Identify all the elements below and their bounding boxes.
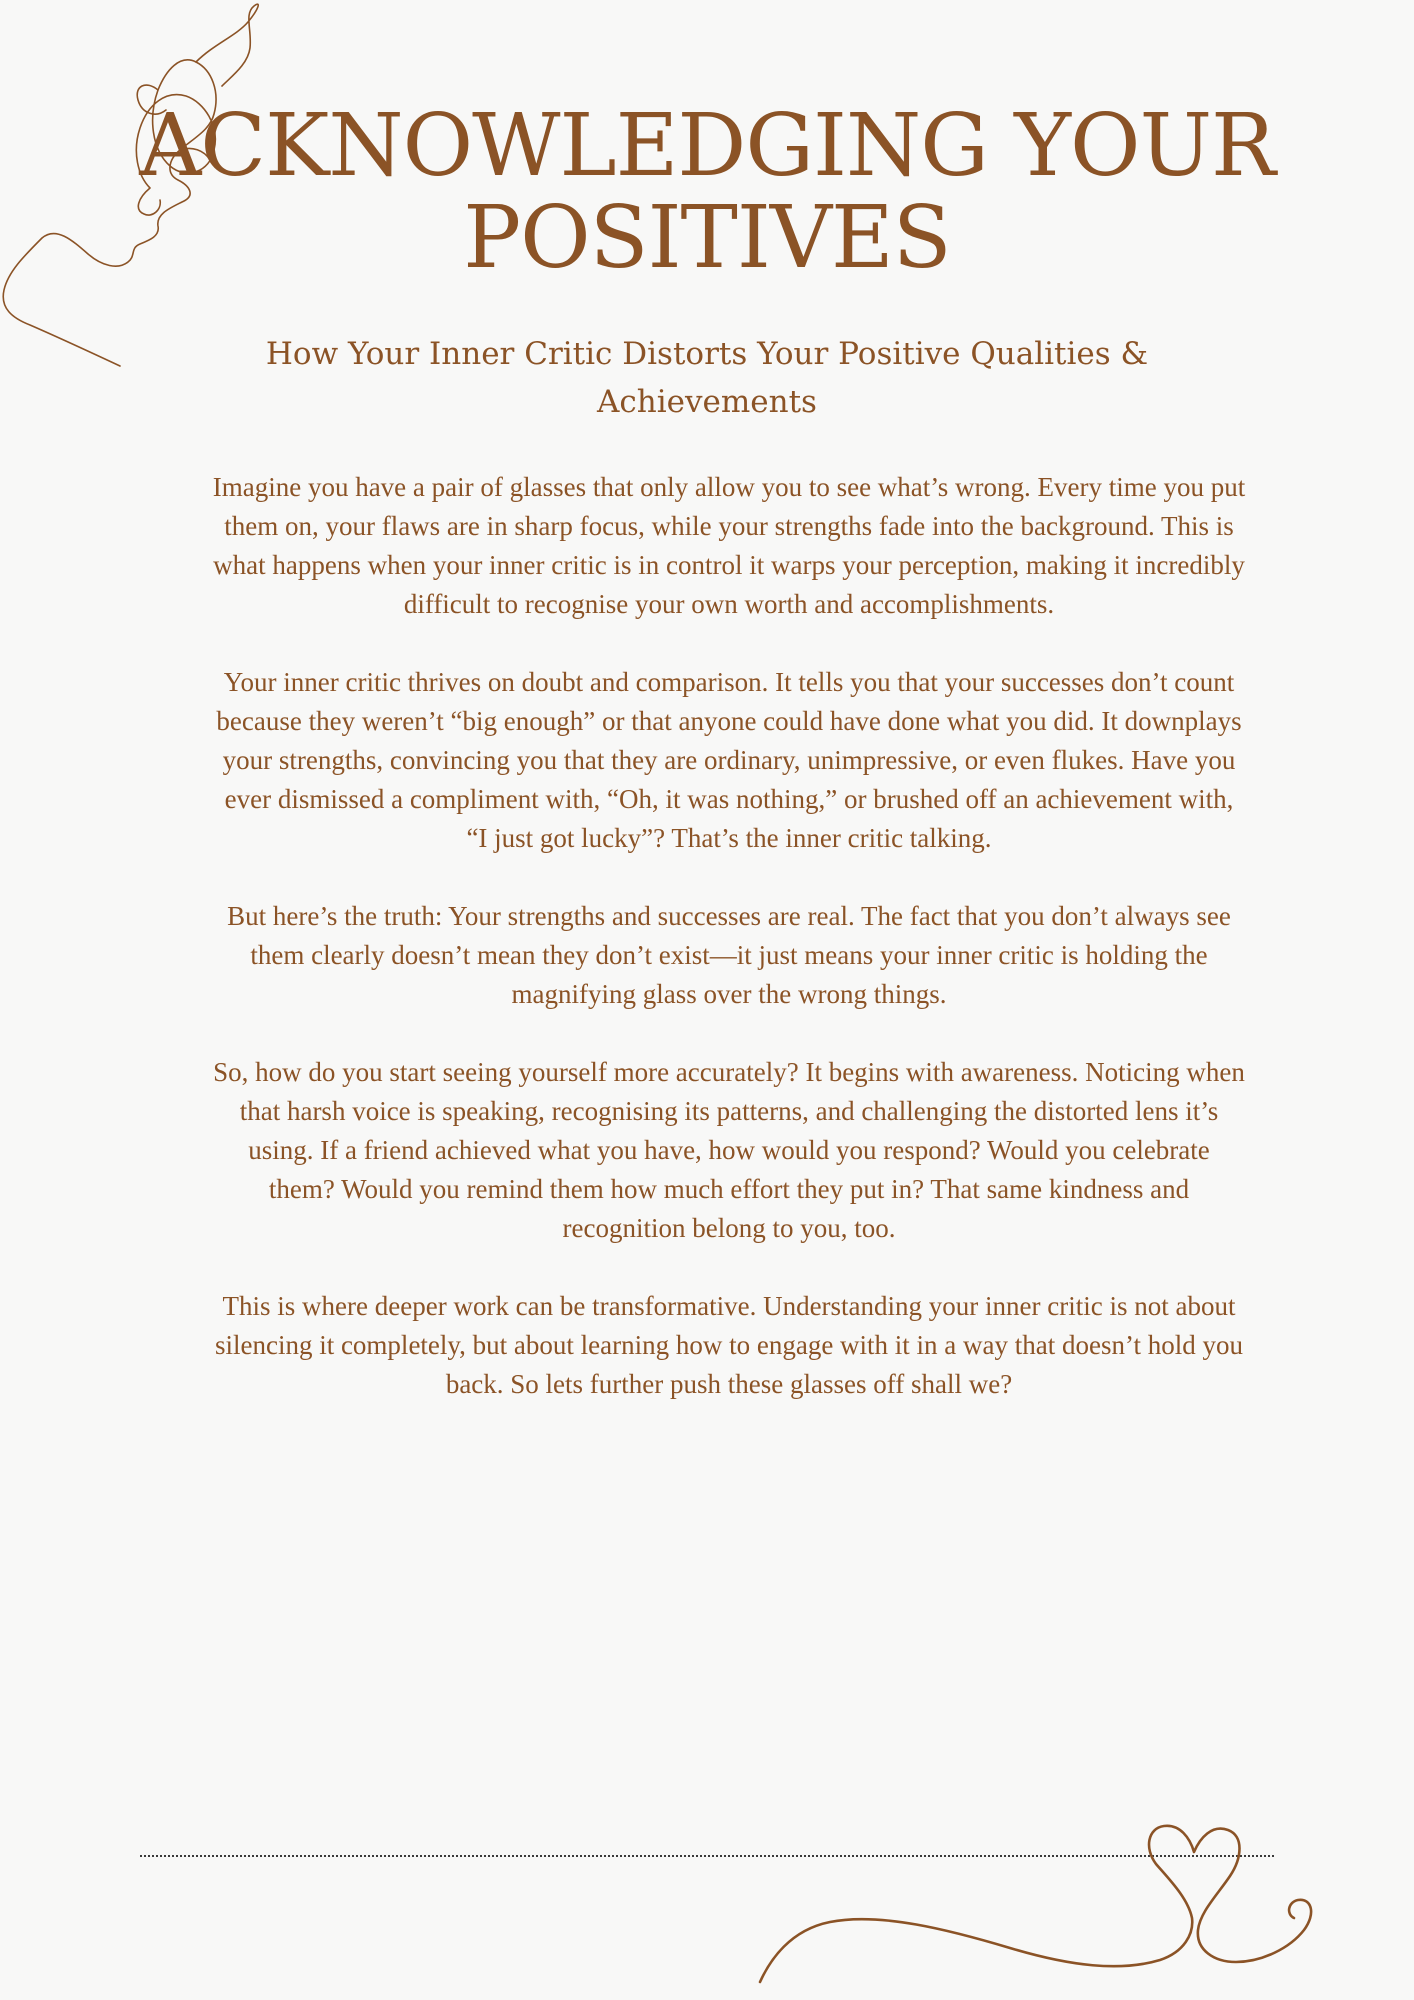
paragraph-5: This is where deeper work can be transformative. Understanding your inner critic is not about silencing it completely, but about learning how to engage with it in a way that doesn’t hold you back. So lets further push these glasses off shall we?: [214, 1291, 1244, 1399]
paragraph-3: But here’s the truth: Your strengths and successes are real. The fact that you don’t always see them clearly doesn’t mean they don’t exist—it just means your inner critic is holding the magnifying glass over the wrong things.: [227, 901, 1231, 1009]
page-title: ACKNOWLEDGING YOUR POSITIVES: [139, 96, 1275, 288]
page-subtitle: How Your Inner Critic Distorts Your Positive Qualities & Achievements: [265, 336, 1149, 420]
paragraph-1: Imagine you have a pair of glasses that only allow you to see what’s wrong. Every time you put them on, your flaws are in sharp focus, while your strengths fade into the background. This is what happens when your inner critic is in control it warps your perception, making it incredibly difficult to recognise your own worth and accomplishments.: [212, 472, 1246, 619]
paragraph-2: Your inner critic thrives on doubt and comparison. It tells you that your successes don’t count because they weren’t “big enough” or that anyone could have done what you did. It downplays your strengths, convincing you that they are ordinary, unimpressive, or even flukes. Have you ever dismissed a compliment with, “Oh, it was nothing,” or brushed off an achievement with, “I just got lucky”? That’s the inner critic talking.: [216, 667, 1242, 853]
paragraph-4: So, how do you start seeing yourself more accurately? It begins with awareness. Noticing when that harsh voice is speaking, recognising its patterns, and challenging the distorted lens it’s using. If a friend achieved what you have, how would you respond? Would you celebrate them? Would you remind them how much effort they put in? That same kindness and recognition belong to you, too.: [213, 1057, 1245, 1243]
